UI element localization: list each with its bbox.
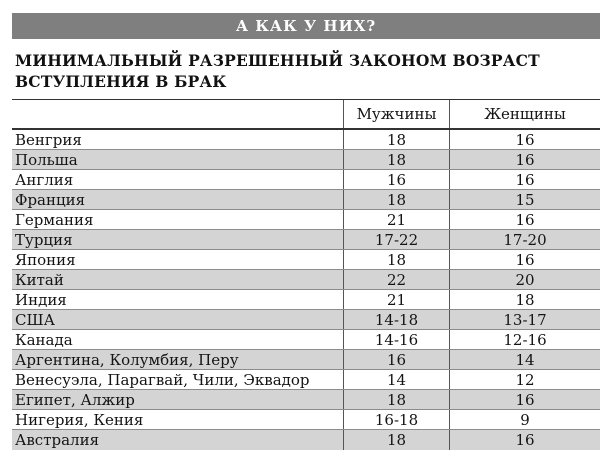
cell-women-age: 20 (449, 270, 600, 289)
cell-country: Австралия (15, 431, 100, 449)
cell-country: Венесуэла, Парагвай, Чили, Эквадор (15, 371, 310, 389)
cell-men-age: 14 (343, 370, 449, 389)
table-row (12, 230, 600, 250)
cell-country: Англия (15, 171, 74, 189)
cell-country: Венгрия (15, 131, 82, 149)
cell-men-age: 14-18 (343, 310, 449, 329)
cell-country: Нигерия, Кения (15, 411, 144, 429)
table-row (12, 390, 600, 410)
cell-women-age: 13-17 (449, 310, 600, 329)
table-row (12, 170, 600, 190)
section-banner: А КАК У НИХ? (12, 13, 600, 39)
cell-men-age: 16 (343, 170, 449, 189)
cell-women-age: 15 (449, 190, 600, 209)
table-row (12, 310, 600, 330)
cell-men-age: 14-16 (343, 330, 449, 349)
table-row (12, 370, 600, 390)
table-row (12, 410, 600, 430)
table-row (12, 430, 600, 450)
header-men: Мужчины (343, 100, 449, 128)
cell-men-age: 17-22 (343, 230, 449, 249)
cell-country: Япония (15, 251, 76, 269)
table-row (12, 330, 600, 350)
cell-men-age: 16 (343, 350, 449, 369)
cell-men-age: 16-18 (343, 410, 449, 429)
cell-men-age: 22 (343, 270, 449, 289)
table-row (12, 190, 600, 210)
cell-men-age: 18 (343, 150, 449, 169)
cell-women-age: 16 (449, 150, 600, 169)
table-row (12, 250, 600, 270)
table-body (12, 130, 600, 450)
cell-country: Польша (15, 151, 78, 169)
cell-country: Германия (15, 211, 94, 229)
header-women: Женщины (449, 100, 600, 128)
marriage-age-table (12, 99, 600, 450)
cell-country: США (15, 311, 55, 329)
table-title: МИНИМАЛЬНЫЙ РАЗРЕШЕННЫЙ ЗАКОНОМ ВОЗРАСТ ВСТУПЛЕНИЯ В БРАК (15, 51, 540, 91)
cell-men-age: 21 (343, 290, 449, 309)
cell-women-age: 16 (449, 430, 600, 450)
cell-women-age: 18 (449, 290, 600, 309)
cell-women-age: 9 (449, 410, 600, 429)
cell-country: Китай (15, 271, 64, 289)
cell-women-age: 12 (449, 370, 600, 389)
cell-women-age: 16 (449, 250, 600, 269)
header-country (12, 100, 343, 128)
cell-men-age: 18 (343, 250, 449, 269)
cell-country: Индия (15, 291, 67, 309)
table-row (12, 150, 600, 170)
cell-women-age: 16 (449, 210, 600, 229)
cell-men-age: 18 (343, 390, 449, 409)
cell-women-age: 12-16 (449, 330, 600, 349)
table-row (12, 270, 600, 290)
cell-women-age: 14 (449, 350, 600, 369)
cell-men-age: 21 (343, 210, 449, 229)
cell-country: Турция (15, 231, 73, 249)
cell-country: Аргентина, Колумбия, Перу (15, 351, 239, 369)
cell-women-age: 16 (449, 390, 600, 409)
cell-women-age: 16 (449, 170, 600, 189)
table-row (12, 130, 600, 150)
table-header-row (12, 100, 600, 130)
cell-country: Франция (15, 191, 86, 209)
cell-women-age: 17-20 (449, 230, 600, 249)
cell-men-age: 18 (343, 130, 449, 149)
cell-women-age: 16 (449, 130, 600, 149)
table-row (12, 350, 600, 370)
table-row (12, 210, 600, 230)
table-row (12, 290, 600, 310)
cell-men-age: 18 (343, 430, 449, 450)
cell-country: Канада (15, 331, 73, 349)
cell-men-age: 18 (343, 190, 449, 209)
cell-country: Египет, Алжир (15, 391, 135, 409)
